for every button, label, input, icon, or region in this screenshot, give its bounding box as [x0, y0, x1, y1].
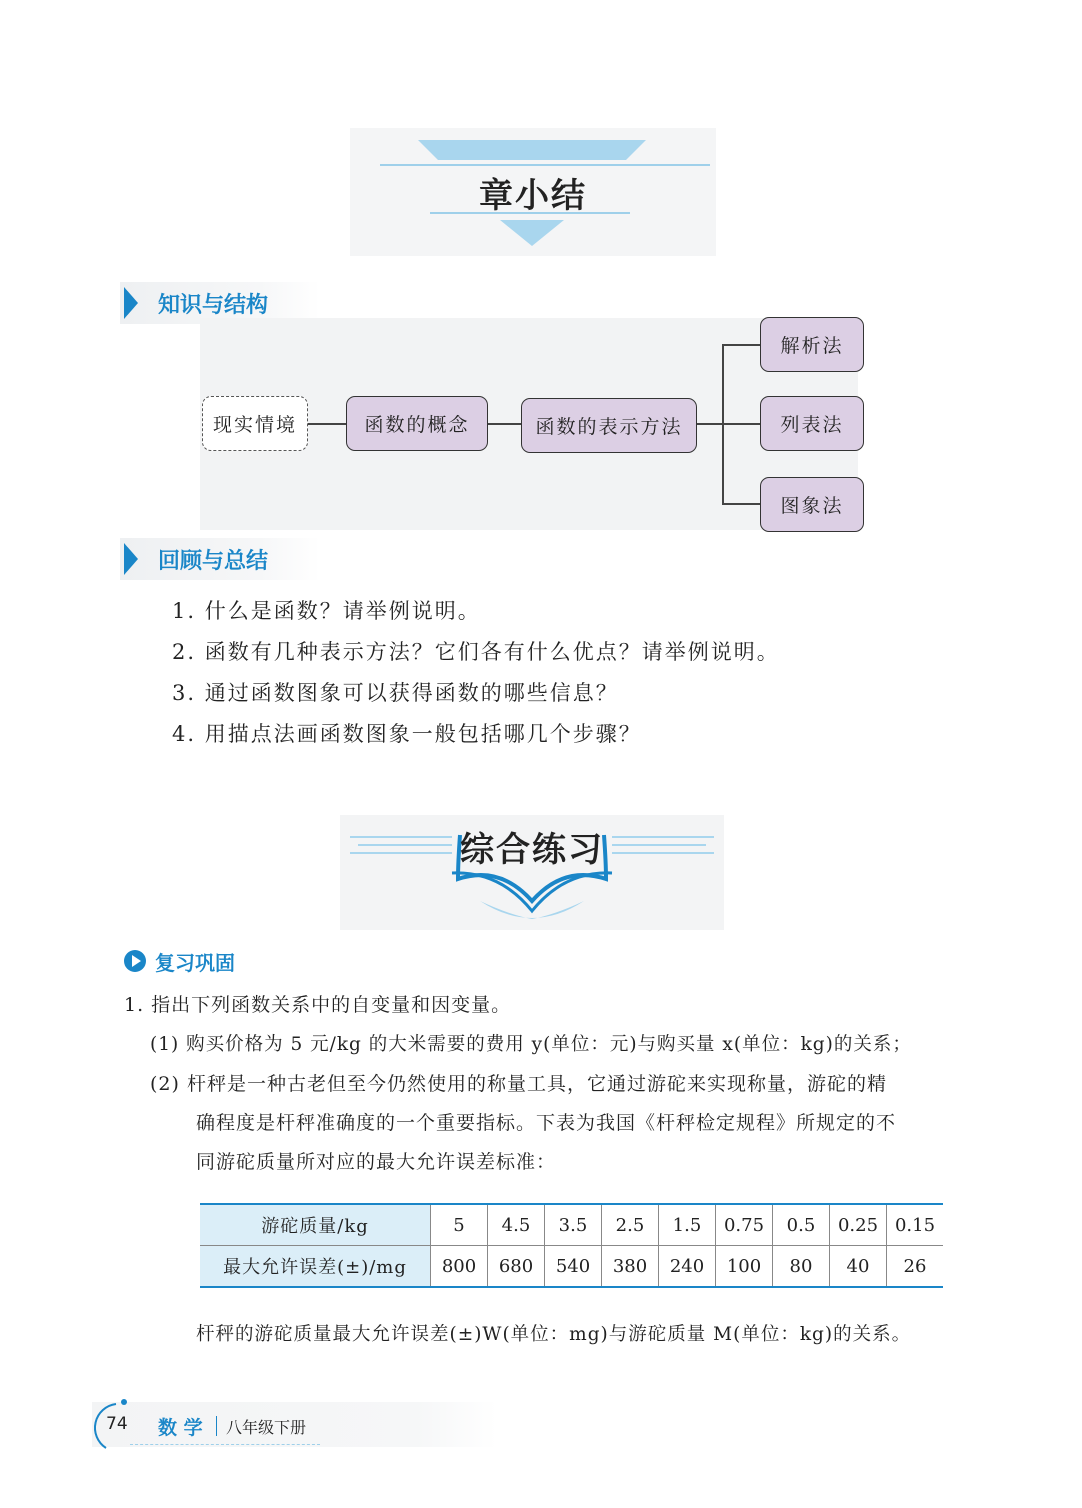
- connector-line: [308, 423, 346, 425]
- footer-book: 八年级下册: [226, 1418, 307, 1437]
- table-cell: 0.25: [830, 1204, 887, 1246]
- chapter-title: 章小结: [479, 176, 587, 216]
- table-cell: 680: [488, 1246, 545, 1288]
- review-question: 2. 函数有几种表示方法？它们各有什么优点？请举例说明。: [172, 640, 780, 664]
- table-cell: 0.5: [773, 1204, 830, 1246]
- table-cell: 1.5: [659, 1204, 716, 1246]
- table-cell: 0.75: [716, 1204, 773, 1246]
- footer-dashed-line: [130, 1444, 320, 1445]
- node-table-method: 列表法: [760, 396, 864, 451]
- problem-part-2-line: (2) 杆秤是一种古老但至今仍然使用的称量工具，它通过游砣来实现称量，游砣的精: [150, 1073, 887, 1095]
- connector-line: [488, 423, 521, 425]
- section-title-review: 回顾与总结: [158, 549, 269, 574]
- section-title-knowledge: 知识与结构: [158, 293, 269, 318]
- table-cell: 800: [431, 1246, 488, 1288]
- review-question: 3. 通过函数图象可以获得函数的哪些信息？: [172, 681, 619, 705]
- problem-part-2-line: 同游砣质量所对应的最大允许误差标准：: [196, 1151, 557, 1173]
- table-cell: 0.15: [887, 1204, 944, 1246]
- table-cell: 40: [830, 1246, 887, 1288]
- footer-subject: 数 学: [158, 1417, 203, 1439]
- node-function-concept: 函数的概念: [346, 396, 488, 451]
- node-context: 现实情境: [202, 396, 308, 451]
- problem-part-2-line: 确程度是杆秤准确度的一个重要指标。下表为我国《杆秤检定规程》所规定的不: [196, 1112, 897, 1134]
- review-question: 4. 用描点法画函数图象一般包括哪几个步骤？: [172, 722, 642, 746]
- problem-conclusion: 杆秤的游砣质量最大允许误差(±)W(单位：mg)与游砣质量 M(单位：kg)的关系。: [196, 1324, 912, 1345]
- connector-line: [697, 423, 722, 425]
- table-row: [200, 1204, 943, 1246]
- table-cell: 26: [887, 1246, 944, 1288]
- table-cell: 2.5: [602, 1204, 659, 1246]
- review-question: 1. 什么是函数？请举例说明。: [172, 599, 481, 623]
- section-arrow-icon: [124, 287, 138, 319]
- table-cell: 100: [716, 1246, 773, 1288]
- play-circle-icon: [124, 950, 146, 972]
- table-header-cell: 游砣质量/kg: [200, 1204, 431, 1246]
- table-cell: 80: [773, 1246, 830, 1288]
- node-analytic-method: 解析法: [760, 317, 864, 372]
- error-standard-table: [200, 1203, 943, 1288]
- exercise-title: 综合练习: [460, 830, 604, 870]
- consolidate-heading: 复习巩固: [155, 951, 235, 975]
- connector-line: [722, 423, 760, 425]
- table-row: [200, 1246, 943, 1288]
- table-cell: 3.5: [545, 1204, 602, 1246]
- footer-divider: [216, 1416, 217, 1436]
- table-cell: 540: [545, 1246, 602, 1288]
- problem-part-1: (1) 购买价格为 5 元/kg 的大米需要的费用 y(单位：元)与购买量 x(单位：kg)的关系；: [150, 1034, 912, 1055]
- section-arrow-icon: [124, 543, 138, 575]
- node-representation-methods: 函数的表示方法: [521, 398, 697, 453]
- table-header-cell: 最大允许误差(±)/mg: [200, 1246, 431, 1288]
- page-number: 74: [106, 1414, 128, 1434]
- table-cell: 240: [659, 1246, 716, 1288]
- problem-stem: 1. 指出下列函数关系中的自变量和因变量。: [124, 994, 512, 1016]
- table-cell: 4.5: [488, 1204, 545, 1246]
- node-graph-method: 图象法: [760, 477, 864, 532]
- connector-line: [722, 503, 760, 505]
- table-cell: 380: [602, 1246, 659, 1288]
- table-cell: 5: [431, 1204, 488, 1246]
- connector-line: [722, 344, 760, 346]
